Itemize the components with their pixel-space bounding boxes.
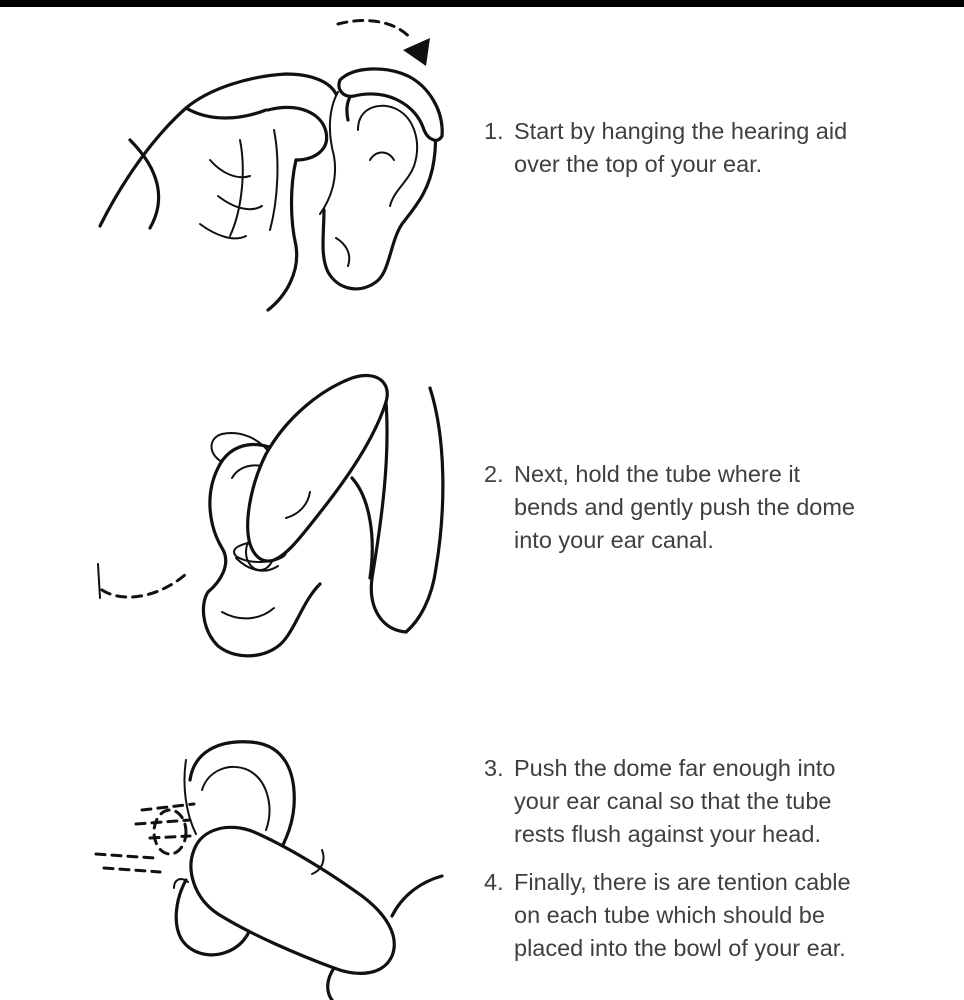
step-number: 1. bbox=[484, 118, 504, 144]
hand-hanging-hearing-aid-over-ear-illustration bbox=[90, 10, 460, 320]
step-text: your ear canal so that the tube bbox=[514, 788, 832, 814]
step-number: 4. bbox=[484, 869, 504, 895]
finger-pushing-dome-into-ear-canal-illustration bbox=[90, 368, 460, 668]
step-text: into your ear canal. bbox=[514, 527, 714, 553]
step-text: placed into the bowl of your ear. bbox=[514, 935, 846, 961]
top-bar bbox=[0, 0, 964, 7]
step-text: on each tube which should be bbox=[514, 902, 825, 928]
step-4 bbox=[484, 866, 954, 965]
step-text: Start by hanging the hearing aid bbox=[514, 118, 848, 144]
step-text: Push the dome far enough into bbox=[514, 755, 836, 781]
step-text: rests flush against your head. bbox=[514, 821, 821, 847]
step-text: over the top of your ear. bbox=[514, 151, 763, 177]
finger-pressing-tube-flush-illustration bbox=[90, 730, 460, 1000]
step-number: 2. bbox=[484, 461, 504, 487]
step-number: 3. bbox=[484, 755, 504, 781]
arrow-icon bbox=[403, 38, 430, 66]
step-text: Finally, there is are tention cable bbox=[514, 869, 851, 895]
step-3 bbox=[484, 752, 954, 851]
step-text: Next, hold the tube where it bbox=[514, 461, 801, 487]
step-2 bbox=[484, 458, 954, 557]
step-1 bbox=[484, 115, 954, 181]
step-text: bends and gently push the dome bbox=[514, 494, 856, 520]
